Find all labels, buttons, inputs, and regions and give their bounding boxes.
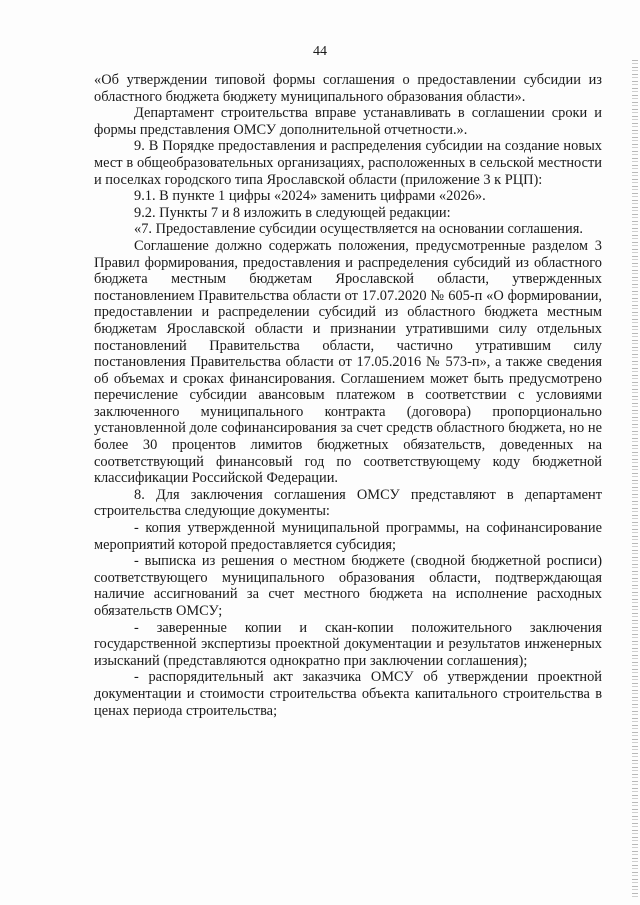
list-item: - распорядительный акт заказчика ОМСУ об утверждении проектной документации и стоимости строительства объекта капитального строительства в ценах периода строительства; xyxy=(94,669,602,719)
paragraph: Департамент строительства вправе устанавливать в соглашении сроки и формы представления ОМСУ дополнительной отчетности.». xyxy=(94,105,602,138)
paragraph: 9.2. Пункты 7 и 8 изложить в следующей редакции: xyxy=(134,204,451,221)
document-body xyxy=(94,72,602,719)
paragraph: 8. Для заключения соглашения ОМСУ представляют в департамент строительства следующие документы: xyxy=(94,486,602,520)
scan-edge-marks xyxy=(632,60,638,900)
paragraph: 9.1. В пункте 1 цифры «2024» заменить цифрами «2026». xyxy=(134,188,486,205)
paragraph: 9. В Порядке предоставления и распределения субсидии на создание новых мест в общеобразовательных организациях, расположенных в сельской местности и поселках городского типа Ярославской области (приложение 3 к РЦП): xyxy=(94,138,602,188)
paragraph: «7. Предоставление субсидии осуществляется на основании соглашения. xyxy=(134,221,583,238)
list-item: - заверенные копии и скан-копии положительного заключения государственной экспертизы проектной документации и результатов инженерных изысканий (представляются однократно при заключении соглашения); xyxy=(94,619,602,669)
list-item: - выписка из решения о местном бюджете (сводной бюджетной росписи) соответствующего муниципального образования области, подтверждающая наличие ассигнований за счет местного бюджета на исполнение расходных обязательств ОМСУ; xyxy=(94,553,602,619)
paragraph: Соглашение должно содержать положения, предусмотренные разделом 3 Правил формирования, предоставления и распределения субсидий из областного бюджета местным бюджетам Ярославской области, утвержденных постановлением Правительства области от 17.07.2020 № 605-п «О формировании, предоставлении и распределении субсидий из областного бюджета местным бюджетам Ярославской области и признании утратившими силу отдельных постановлений Правительства области, частично утратившим силу постановления Правительства области от 17.05.2016 № 573-п», а также сведения об объемах и сроках финансирования. Соглашением может быть предусмотрено перечисление субсидии авансовым платежом в соответствии с условиями заключенного муниципального контракта (договора) пропорционально установленной доле софинансирования за счет средств областного бюджета, но не более 30 процентов лимитов бюджетных обязательств, доведенных на соответствующий финансовый год по соответствующему коду бюджетной классификации Российской Федерации. xyxy=(94,237,602,487)
page-number: 44 xyxy=(313,44,327,59)
list-item: - копия утвержденной муниципальной программы, на софинансирование мероприятий которой предоставляется субсидия; xyxy=(94,520,602,553)
paragraph: «Об утверждении типовой формы соглашения о предоставлении субсидии из областного бюджета бюджету муниципального образования области». xyxy=(94,72,602,105)
